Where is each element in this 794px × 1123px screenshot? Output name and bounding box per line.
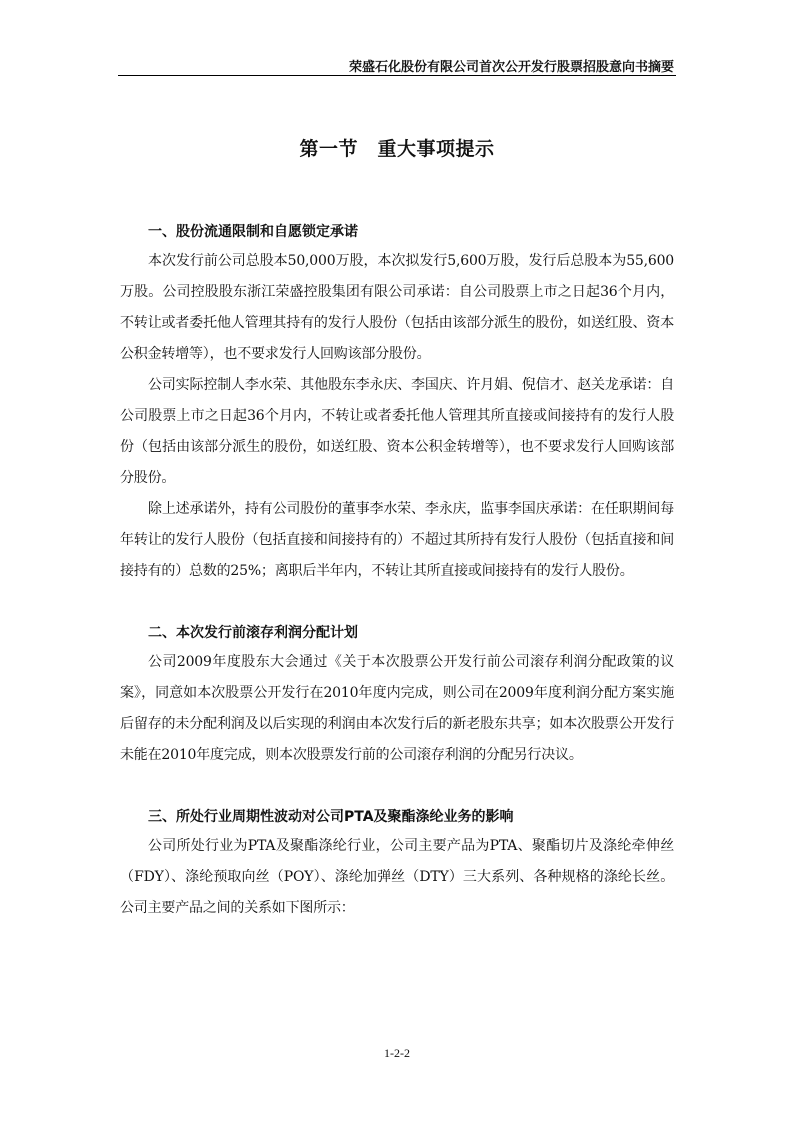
section-spacer: [120, 587, 674, 619]
section-heading: 二、本次发行前滚存利润分配计划: [148, 625, 358, 641]
paragraph: 除上述承诺外，持有公司股份的董事李水荣、李永庆，监事李国庆承诺：在任职期间每年转让的发行人股份（包括直接和间接持有的）不超过其所持有发行人股份（包括直接和间接持有的）总数的25%；离职后半年内，不转让其所直接或间接持有的发行人股份。: [120, 501, 674, 579]
header-divider: [118, 75, 676, 76]
document-body: [120, 218, 674, 924]
paragraph: 公司实际控制人李水荣、其他股东李永庆、李国庆、许月娟、倪信才、赵关龙承诺：自公司股票上市之日起36个月内，不转让或者委托他人管理其所直接或间接持有的发行人股份（包括由该部分派生的股份，如送红股、资本公积金转增等），也不要求发行人回购该部分股份。: [120, 377, 674, 486]
section-heading: 三、所处行业周期性波动对公司PTA及聚酯涤纶业务的影响: [148, 809, 514, 825]
section-spacer: [120, 771, 674, 803]
paragraph: 公司所处行业为PTA及聚酯涤纶行业，公司主要产品为PTA、聚酯切片及涤纶牵伸丝（FDY）、涤纶预取向丝（POY）、涤纶加弹丝（DTY）三大系列、各种规格的涤纶长丝。公司主要产品之间的关系如下图所示：: [120, 838, 674, 916]
paragraph: 本次发行前公司总股本50,000万股，本次拟发行5,600万股，发行后总股本为55,600万股。公司控股股东浙江荣盛控股集团有限公司承诺：自公司股票上市之日起36个月内，不转让或者委托他人管理其持有的发行人股份（包括由该部分派生的股份，如送红股、资本公积金转增等），也不要求发行人回购该部分股份。: [120, 253, 674, 362]
paragraph: 公司2009年度股东大会通过《关于本次股票公开发行前公司滚存利润分配政策的议案》，同意如本次股票公开发行在2010年度内完成，则公司在2009年度利润分配方案实施后留存的未分配利润及以后实现的利润由本次发行后的新老股东共享；如本次股票公开发行未能在2010年度完成，则本次股票发行前的公司滚存利润的分配另行决议。: [120, 654, 674, 763]
section-2: [120, 619, 674, 771]
document-title: 荣盛石化股份有限公司首次公开发行股票招股意向书摘要: [348, 60, 674, 75]
chapter-title: 第一节 重大事项提示: [299, 138, 495, 160]
page-number: 1-2-2: [384, 1046, 410, 1060]
section-heading: 一、股份流通限制和自愿锁定承诺: [148, 224, 358, 240]
section-1: [120, 218, 674, 587]
section-3: [120, 803, 674, 924]
